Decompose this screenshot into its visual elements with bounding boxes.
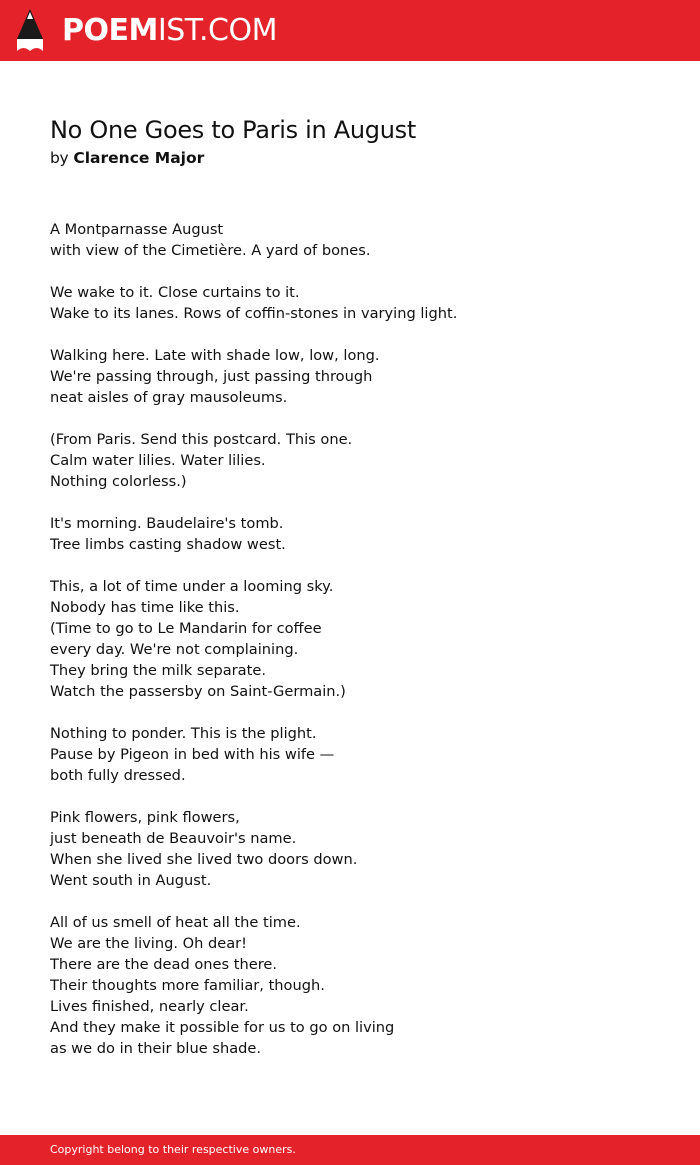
site-header (0, 0, 700, 61)
poem-line: Went south in August. (50, 872, 212, 889)
poem-line: just beneath de Beauvoir's name. (50, 830, 297, 847)
stanza-break (50, 786, 670, 807)
poem-line: We are the living. Oh dear! (50, 935, 248, 952)
copyright-notice: Copyright belong to their respective owners. (50, 1143, 296, 1156)
poem-line: And they make it possible for us to go on living (50, 1019, 395, 1036)
brand-bold: POEM (62, 13, 158, 48)
poem-line: Nobody has time like this. (50, 599, 240, 616)
stanza-break (50, 891, 670, 912)
poem-line: They bring the milk separate. (50, 662, 266, 679)
poem-line: All of us smell of heat all the time. (50, 914, 301, 931)
poem-line: When she lived she lived two doors down. (50, 851, 358, 868)
poem-line: both fully dressed. (50, 767, 186, 784)
poem-line: Tree limbs casting shadow west. (50, 536, 286, 553)
poem-line: There are the dead ones there. (50, 956, 278, 973)
stanza-break (50, 555, 670, 576)
poem-line: Pause by Pigeon in bed with his wife — (50, 746, 335, 763)
poem-line: neat aisles of gray mausoleums. (50, 389, 288, 406)
poem-line: Their thoughts more familiar, though. (50, 977, 325, 994)
pencil-logo-icon[interactable] (17, 9, 43, 51)
brand-light: IST.COM (157, 13, 277, 48)
poem-line: Walking here. Late with shade low, low, long. (50, 347, 380, 364)
poem-line: every day. We're not complaining. (50, 641, 299, 658)
poem-body (50, 219, 670, 1059)
poem-byline (50, 149, 204, 167)
stanza-break (50, 408, 670, 429)
poem-line: Wake to its lanes. Rows of coffin-stones in varying light. (50, 305, 458, 322)
poem-line: as we do in their blue shade. (50, 1040, 262, 1057)
poem-author: Clarence Major (73, 149, 205, 167)
poem-line: with view of the Cimetière. A yard of bones. (50, 242, 371, 259)
poem-title: No One Goes to Paris in August (50, 116, 416, 144)
poem-line: Nothing to ponder. This is the plight. (50, 725, 317, 742)
poem-line: Pink flowers, pink flowers, (50, 809, 240, 826)
poem-line: A Montparnasse August (50, 221, 224, 238)
poem-line: This, a lot of time under a looming sky. (50, 578, 334, 595)
site-footer (0, 1135, 700, 1165)
poem-line: Lives finished, nearly clear. (50, 998, 249, 1015)
poem-line: (From Paris. Send this postcard. This one. (50, 431, 353, 448)
poem-line: We wake to it. Close curtains to it. (50, 284, 300, 301)
poem-line: Calm water lilies. Water lilies. (50, 452, 266, 469)
stanza-break (50, 261, 670, 282)
stanza-break (50, 324, 670, 345)
byline-prefix: by (50, 149, 69, 167)
poem-line: Watch the passersby on Saint-Germain.) (50, 683, 346, 700)
site-logo-text[interactable] (62, 11, 277, 51)
poem-line: Nothing colorless.) (50, 473, 187, 490)
stanza-break (50, 492, 670, 513)
stanza-break (50, 702, 670, 723)
poem-line: It's morning. Baudelaire's tomb. (50, 515, 284, 532)
poem-line: (Time to go to Le Mandarin for coffee (50, 620, 322, 637)
poem-line: We're passing through, just passing through (50, 368, 373, 385)
